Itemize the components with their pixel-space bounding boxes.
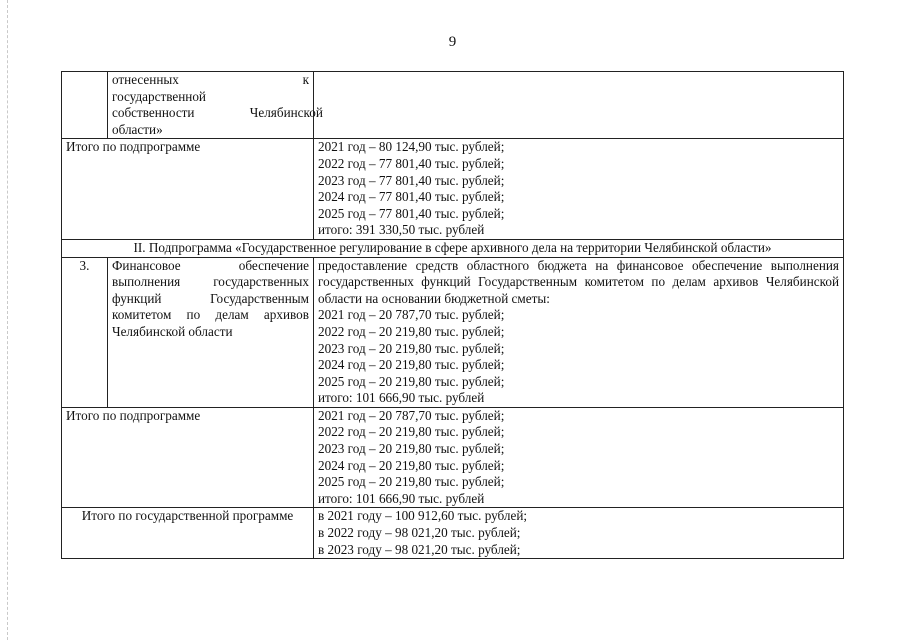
- program-total-label: Итого по государственной программе: [62, 508, 314, 559]
- subtotal-label: Итого по подпрограмме: [62, 139, 314, 240]
- program-total-values: [314, 508, 844, 559]
- budget-table: [61, 71, 844, 559]
- cell-item-name-continuation: [108, 72, 323, 139]
- year-amount-line: 2023 год – 77 801,40 тыс. рублей;: [318, 172, 505, 188]
- table-row-continuation: [62, 72, 844, 139]
- year-amount-line: в 2023 году – 98 021,20 тыс. рублей;: [318, 541, 521, 557]
- scan-edge-line: [7, 0, 8, 640]
- text-line: собственности Челябинской: [112, 105, 323, 121]
- table-row-section-header: [62, 239, 844, 257]
- subtotal-values: [314, 139, 844, 240]
- year-amount-line: 2023 год – 20 219,80 тыс. рублей;: [318, 340, 505, 356]
- section-header: II. Подпрограмма «Государственное регулирование в сфере архивного дела на территории Челябинской области»: [62, 239, 844, 257]
- item-description-cell: [314, 257, 844, 407]
- year-amount-line: 2025 год – 20 219,80 тыс. рублей;: [318, 373, 505, 389]
- year-amount-line: 2023 год – 20 219,80 тыс. рублей;: [318, 441, 505, 457]
- year-amount-line: 2021 год – 20 787,70 тыс. рублей;: [318, 407, 505, 423]
- cell-number-empty: [62, 72, 108, 139]
- year-amount-line: в 2022 году – 98 021,20 тыс. рублей;: [318, 525, 521, 541]
- year-amount-line: в 2021 году – 100 912,60 тыс. рублей;: [318, 508, 528, 524]
- year-amount-line: 2021 год – 80 124,90 тыс. рублей;: [318, 139, 505, 155]
- text-line: области»: [112, 121, 163, 137]
- year-amount-line: 2022 год – 20 219,80 тыс. рублей;: [318, 323, 505, 339]
- year-amount-line: 2025 год – 20 219,80 тыс. рублей;: [318, 474, 505, 490]
- text-line: к: [302, 72, 309, 87]
- item-number: 3.: [62, 257, 108, 407]
- total-amount-line: итого: 101 666,90 тыс. рублей: [318, 390, 485, 406]
- table-row-program-total: [62, 508, 844, 559]
- subtotal-values: [314, 407, 844, 508]
- year-amount-line: 2022 год – 77 801,40 тыс. рублей;: [318, 155, 505, 171]
- table-row-subtotal: [62, 139, 844, 240]
- year-amount-line: 2021 год – 20 787,70 тыс. рублей;: [318, 307, 505, 323]
- total-amount-line: итого: 391 330,50 тыс. рублей: [318, 222, 485, 238]
- page-number: 9: [448, 34, 457, 50]
- subtotal-label: Итого по подпрограмме: [62, 407, 314, 508]
- year-amount-line: 2024 год – 20 219,80 тыс. рублей;: [318, 457, 505, 473]
- year-amount-line: 2024 год – 20 219,80 тыс. рублей;: [318, 357, 505, 373]
- table-row-item: [62, 257, 844, 407]
- total-amount-line: итого: 101 666,90 тыс. рублей: [318, 490, 485, 506]
- year-amount-line: 2025 год – 77 801,40 тыс. рублей;: [318, 205, 505, 221]
- cell-description-empty: [314, 72, 844, 139]
- text-line: отнесенных: [112, 72, 179, 87]
- text-line: государственной: [112, 88, 206, 104]
- item-description: предоставление средств областного бюджета на финансовое обеспечение выполнения государственных функций Государственным комитетом по делам архивов Челябинской области на основании бюджетной сметы:: [318, 257, 839, 306]
- item-name: Финансовое обеспечение выполнения государственных функций Государственным комитетом по делам архивов Челябинской области: [108, 257, 314, 407]
- year-amount-line: 2022 год – 20 219,80 тыс. рублей;: [318, 424, 505, 440]
- table-row-subtotal: [62, 407, 844, 508]
- year-amount-line: 2024 год – 77 801,40 тыс. рублей;: [318, 189, 505, 205]
